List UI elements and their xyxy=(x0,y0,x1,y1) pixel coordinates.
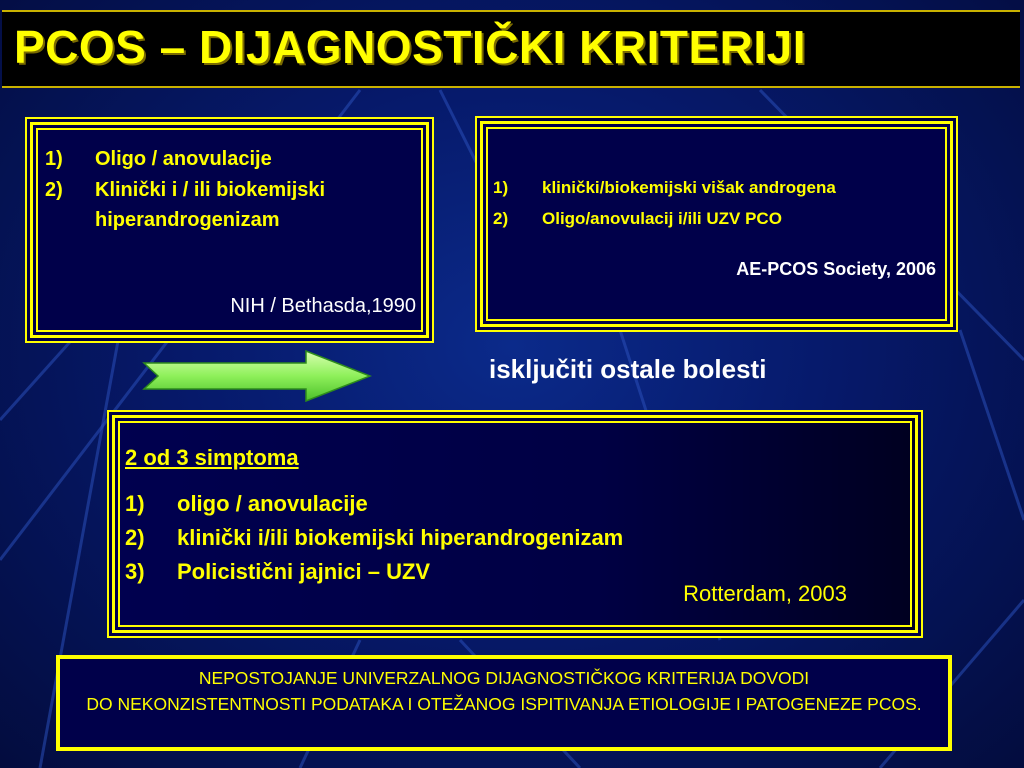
exclude-other-diseases-note: isključiti ostale bolesti xyxy=(489,354,767,384)
item-number: 3) xyxy=(125,559,145,584)
page-title: PCOS – DIJAGNOSTIČKI KRITERIJI xyxy=(14,21,807,73)
conclusion-line-2: DO NEKONZISTENTNOSTI PODATAKA I OTEŽANOG ISPITIVANJA ETIOLOGIJE I PATOGENEZE PCOS. xyxy=(86,694,922,714)
right-arrow-icon xyxy=(142,350,372,402)
list-item xyxy=(493,172,953,203)
ae-pcos-criteria-box xyxy=(480,121,953,327)
list-item xyxy=(45,175,415,235)
rotterdam-heading: 2 od 3 simptoma xyxy=(125,445,299,470)
list-item xyxy=(45,143,415,175)
item-number: 2) xyxy=(125,525,145,550)
list-item xyxy=(125,487,905,521)
rotterdam-criteria-box xyxy=(112,415,918,633)
item-text: klinički i/ili biokemijski hiperandrogenizam xyxy=(177,525,624,550)
nih-source: NIH / Bethasda,1990 xyxy=(230,295,416,317)
item-number: 1) xyxy=(493,178,509,197)
nih-criteria-list xyxy=(45,143,415,235)
conclusion-line-1: NEPOSTOJANJE UNIVERZALNOG DIJAGNOSTIČKOG KRITERIJA DOVODI xyxy=(198,668,810,688)
title-bar xyxy=(2,10,1020,88)
item-text: Oligo/anovulacij i/ili UZV PCO xyxy=(542,209,782,228)
list-item xyxy=(493,203,953,234)
item-number: 2) xyxy=(493,209,509,228)
item-number: 1) xyxy=(45,148,63,170)
rotterdam-criteria-list xyxy=(125,487,905,589)
item-number: 1) xyxy=(125,491,145,516)
item-text: oligo / anovulacije xyxy=(177,491,368,516)
ae-pcos-criteria-list xyxy=(493,172,953,234)
rotterdam-source: Rotterdam, 2003 xyxy=(683,581,847,606)
ae-pcos-source: AE-PCOS Society, 2006 xyxy=(736,259,936,279)
item-text: klinički/biokemijski višak androgena xyxy=(542,178,836,197)
item-number: 2) xyxy=(45,179,63,201)
item-text: Oligo / anovulacije xyxy=(95,148,272,170)
nih-criteria-box xyxy=(30,122,429,338)
item-text: Policistični jajnici – UZV xyxy=(177,559,431,584)
conclusion-box xyxy=(56,655,952,751)
item-text: Klinički i / ili biokemijski hiperandrogenizam xyxy=(95,179,326,231)
list-item xyxy=(125,521,905,555)
